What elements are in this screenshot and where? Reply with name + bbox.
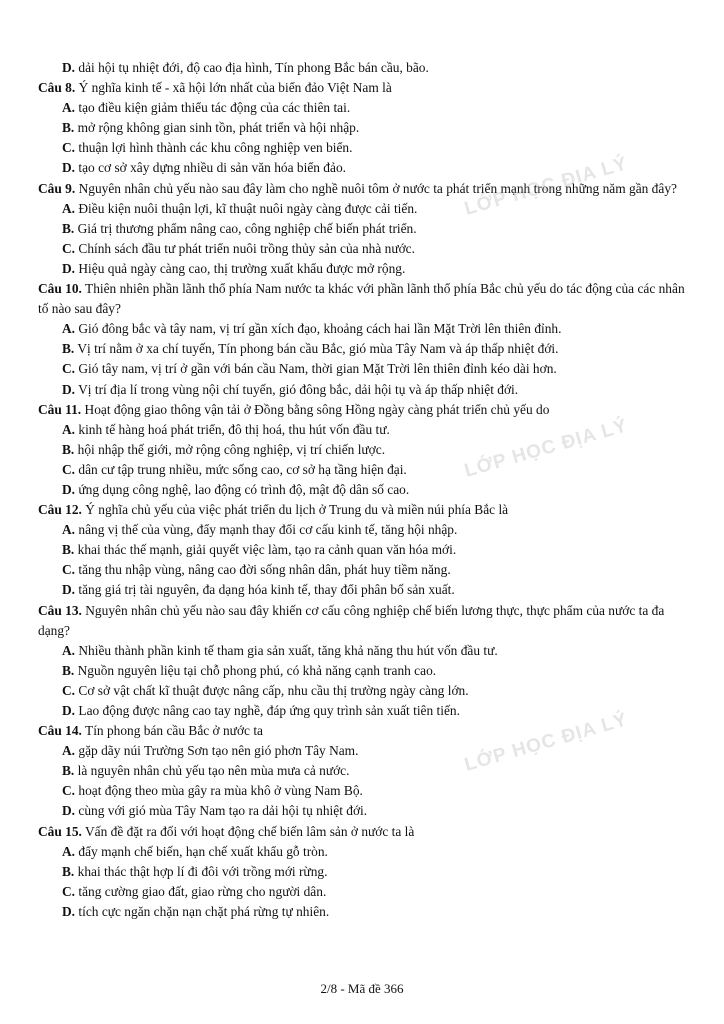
option-11c: C. dân cư tập trung nhiều, mức sống cao, cơ sở hạ tầng hiện đại.: [62, 461, 407, 477]
option-10d: D. Vị trí địa lí trong vùng nội chí tuyến, gió đông bắc, dải hội tụ và áp thấp nhiệt đới.: [62, 381, 519, 397]
question-14: Câu 14. Tín phong bán cầu Bắc ở nước ta: [38, 723, 263, 739]
question-8: Câu 8. Ý nghĩa kinh tế - xã hội lớn nhất của biển đảo Việt Nam là: [38, 80, 392, 96]
option-13a: A. Nhiều thành phần kinh tế tham gia sản xuất, tăng khả năng thu hút vốn đầu tư.: [62, 642, 498, 658]
question-10: Câu 10. Thiên nhiên phần lãnh thổ phía Nam nước ta khác với phần lãnh thổ phía Bắc chủ yếu do tác động của các nhân tố nào sau đây?: [38, 281, 685, 317]
question-13: Câu 13. Nguyên nhân chủ yếu nào sau đây khiến cơ cấu công nghiệp chế biến lương thực, thực phẩm của nước ta đa dạng?: [38, 602, 665, 638]
option-10c: C. Gió tây nam, vị trí ở gần với bán cầu Nam, thời gian Mặt Trời lên thiên đỉnh kéo dài hơn.: [62, 361, 557, 377]
option-8d: D. tạo cơ sở xây dựng nhiều di sản văn hóa biển đảo.: [62, 160, 346, 176]
option-10a: A. Gió đông bắc và tây nam, vị trí gần xích đạo, khoảng cách hai lần Mặt Trời lên thiên đỉnh.: [62, 321, 562, 337]
watermark-1: LỚP HỌC ĐỊA LÝ: [462, 153, 630, 220]
option-14a: A. gặp dãy núi Trường Sơn tạo nên gió phơn Tây Nam.: [62, 743, 359, 759]
option-13d: D. Lao động được nâng cao tay nghề, đáp ứng quy trình sản xuất tiên tiến.: [62, 703, 460, 718]
option-8c: C. thuận lợi hình thành các khu công nghiệp ven biển.: [62, 140, 353, 156]
option-15c: C. tăng cường giao đất, giao rừng cho người dân.: [62, 883, 327, 899]
option-15b: B. khai thác thật hợp lí đi đôi với trồng mới rừng.: [62, 863, 328, 879]
exam-page: [38, 58, 688, 922]
option-12b: B. khai thác thế mạnh, giải quyết việc làm, tạo ra cảnh quan văn hóa mới.: [62, 542, 457, 558]
option-11b: B. hội nhập thế giới, mở rộng công nghiệp, vị trí chiến lược.: [62, 441, 386, 457]
option-14d: D. cùng với gió mùa Tây Nam tạo ra dải hội tụ nhiệt đới.: [62, 803, 368, 819]
watermark-3: LỚP HỌC ĐỊA LÝ: [462, 709, 630, 776]
option-8b: B. mở rộng không gian sinh tồn, phát triển và hội nhập.: [62, 120, 360, 136]
option-15d: D. tích cực ngăn chặn nạn chặt phá rừng tự nhiên.: [62, 903, 330, 919]
option-14b: B. là nguyên nhân chủ yếu tạo nên mùa mưa cả nước.: [62, 763, 350, 779]
question-11: Câu 11. Hoạt động giao thông vận tải ở Đồng bằng sông Hồng ngày càng phát triển chủ yếu do: [38, 401, 550, 417]
option-12c: C. tăng thu nhập vùng, nâng cao đời sống nhân dân, phát huy tiềm năng.: [62, 562, 451, 578]
option-13c: C. Cơ sở vật chất kĩ thuật được nâng cấp, nhu cầu thị trường ngày càng lớn.: [62, 682, 469, 698]
option-11d: D. ứng dụng công nghệ, lao động có trình độ, mật độ dân số cao.: [62, 481, 410, 497]
option-10b: B. Vị trí nằm ở xa chí tuyến, Tín phong bán cầu Bắc, gió mùa Tây Nam và áp thấp nhiệt đới.: [62, 341, 559, 357]
question-9: Câu 9. Nguyên nhân chủ yếu nào sau đây làm cho nghề nuôi tôm ở nước ta phát triển mạnh trong những năm gần đây?: [38, 180, 677, 196]
page-footer: 2/8 - Mã đề 366: [320, 981, 404, 996]
watermark-2: LỚP HỌC ĐỊA LÝ: [462, 415, 630, 482]
option-15a: A. đẩy mạnh chế biến, hạn chế xuất khẩu gỗ tròn.: [62, 843, 328, 859]
option-14c: C. hoạt động theo mùa gây ra mùa khô ở vùng Nam Bộ.: [62, 783, 363, 799]
option-9c: C. Chính sách đầu tư phát triển nuôi trồng thủy sản của nhà nước.: [62, 240, 415, 256]
option-12d: D. tăng giá trị tài nguyên, đa dạng hóa kinh tế, thay đổi phân bố sản xuất.: [62, 582, 455, 598]
previous-option-d: D. dải hội tụ nhiệt đới, độ cao địa hình, Tín phong Bắc bán cầu, bão.: [62, 60, 429, 75]
question-15: Câu 15. Vấn đề đặt ra đối với hoạt động chế biến lâm sản ở nước ta là: [38, 823, 415, 839]
option-11a: A. kinh tế hàng hoá phát triển, đô thị hoá, thu hút vốn đầu tư.: [62, 421, 390, 437]
option-9b: B. Giá trị thương phẩm nâng cao, công nghiệp chế biến phát triển.: [62, 220, 417, 236]
question-12: Câu 12. Ý nghĩa chủ yếu của việc phát triển du lịch ở Trung du và miền núi phía Bắc là: [38, 502, 509, 518]
option-9d: D. Hiệu quả ngày càng cao, thị trường xuất khẩu được mở rộng.: [62, 260, 406, 276]
option-12a: A. nâng vị thế của vùng, đẩy mạnh thay đổi cơ cấu kinh tế, tăng hội nhập.: [62, 522, 458, 538]
option-9a: A. Điều kiện nuôi thuận lợi, kĩ thuật nuôi ngày càng được cải tiến.: [62, 200, 418, 216]
option-8a: A. tạo điều kiện giảm thiểu tác động của các thiên tai.: [62, 100, 351, 116]
option-13b: B. Nguồn nguyên liệu tại chỗ phong phú, có khả năng cạnh tranh cao.: [62, 662, 437, 678]
